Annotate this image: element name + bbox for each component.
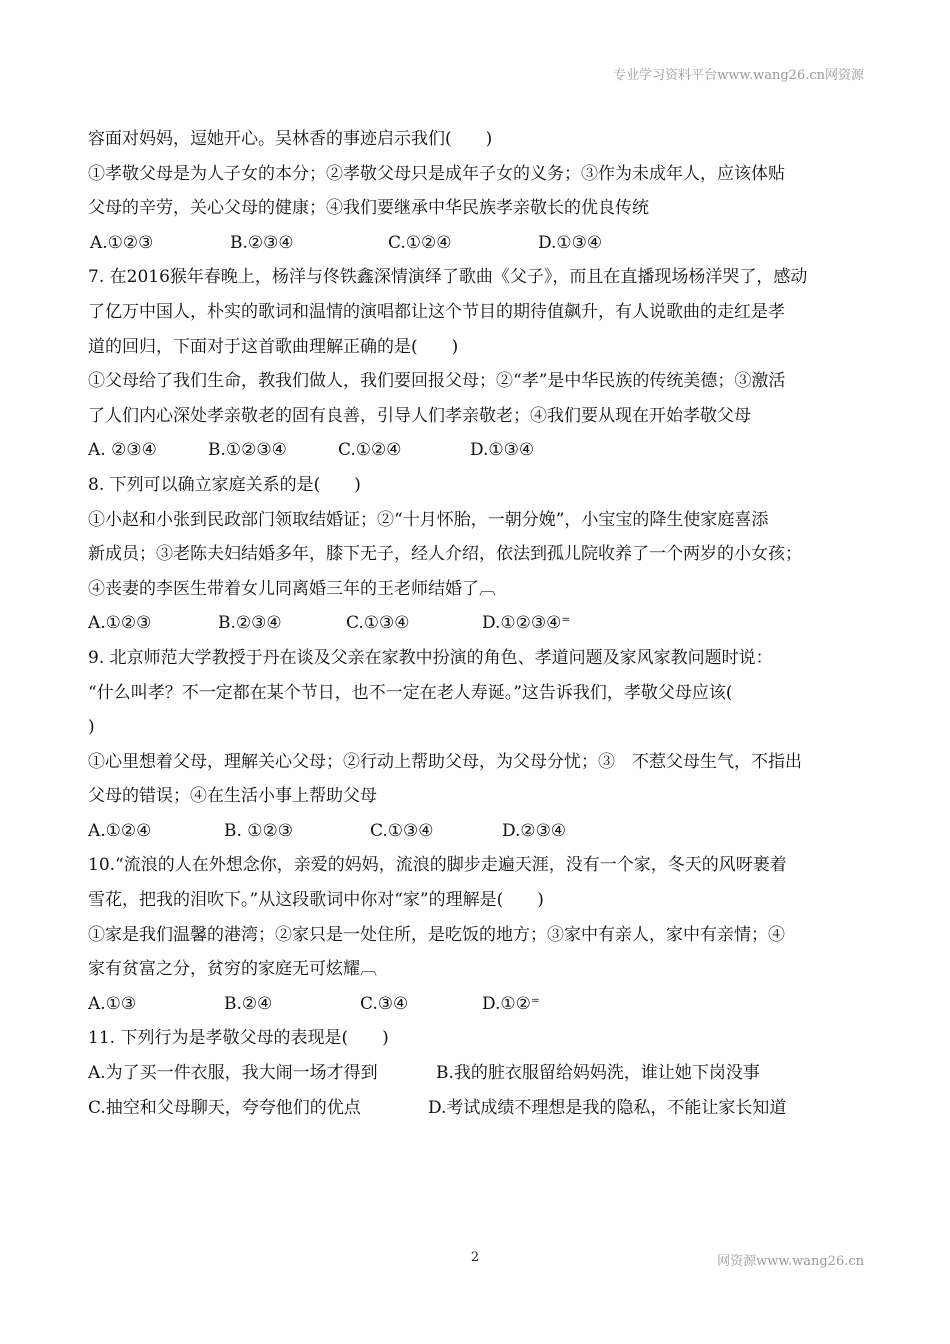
q8-statement-line-3: ④丧妻的李医生带着女儿同离婚三年的王老师结婚了︹	[88, 578, 496, 599]
q9-line-2: “什么叫孝？不一定都在某个节日，也不一定在老人寿诞。”这告诉我们，孝敬父母应该(	[88, 682, 733, 703]
q7-option-c: C.①②④	[338, 440, 402, 461]
q11-option-d: D.考试成绩不理想是我的隐私，不能让家长知道	[428, 1097, 787, 1118]
q10-option-c: C.③④	[360, 993, 409, 1014]
question-content	[88, 122, 868, 1125]
q6-statement-line-2: 父母的辛劳，关心父母的健康；④我们要继承中华民族孝亲敬长的优良传统	[88, 198, 649, 219]
q6-options	[88, 226, 868, 261]
q8-option-c: C.①③④	[346, 613, 410, 634]
q6-option-b: B.②③④	[230, 232, 294, 253]
q6-option-c: C.①②④	[388, 232, 452, 253]
q8-statement-line-1: ①小赵和小张到民政部门领取结婚证；②“十月怀胎，一朝分娩”，小宝宝的降生使家庭喜添	[88, 509, 769, 530]
q7-statement-line-1: ①父母给了我们生命，教我们做人，我们要回报父母；②“孝”是中华民族的传统美德；③激活	[88, 371, 786, 392]
q6-option-a: A.①②③	[90, 232, 154, 253]
q11-option-a: A.为了买一件衣服，我大闹一场才得到	[88, 1063, 378, 1084]
q10-line-2: 雪花，把我的泪吹下。”从这段歌词中你对“家”的理解是( )	[88, 890, 544, 911]
q7-line-1: 7. 在2016猴年春晚上，杨洋与佟铁鑫深情演绎了歌曲《父子》，而且在直播现场杨洋哭了，感动	[88, 267, 808, 288]
q9-option-d: D.②③④	[502, 820, 567, 841]
page-number: 2	[470, 1250, 480, 1265]
q7-options	[88, 433, 868, 468]
q7-option-d: D.①③④	[470, 440, 535, 461]
q6-option-d: D.①③④	[538, 232, 603, 253]
q7-line-3: 道的回归，下面对于这首歌曲理解正确的是( )	[88, 336, 459, 357]
q9-line-1: 9. 北京师范大学教授于丹在谈及父亲在家教中扮演的角色、孝道问题及家风家教问题时说：	[88, 647, 773, 668]
q11-option-c: C.抽空和父母聊天，夸夸他们的优点	[88, 1097, 361, 1118]
q11-options-row-1	[88, 1056, 868, 1091]
q10-line-1: 10.“流浪的人在外想念你，亲爱的妈妈，流浪的脚步走遍天涯，没有一个家，冬天的风呀裹着	[88, 855, 787, 876]
q7-option-b: B.①②③④	[208, 440, 287, 461]
q8-option-b: B.②③④	[218, 613, 282, 634]
q10-statement-line-2: 家有贫富之分，贫穷的家庭无可炫耀︹	[88, 959, 377, 980]
q8-option-a: A.①②③	[88, 613, 152, 634]
q11-line-1: 11. 下列行为是孝敬父母的表现是( )	[88, 1028, 389, 1049]
header-watermark: 专业学习资料平台www.wang26.cn网资源	[613, 68, 864, 83]
q10-statement-line-1: ①家是我们温馨的港湾；②家只是一处住所，是吃饭的地方；③家中有亲人，家中有亲情；④	[88, 924, 785, 945]
q9-option-a: A.①②④	[88, 820, 152, 841]
q10-option-b: B.②④	[224, 993, 273, 1014]
q8-options	[88, 606, 868, 641]
q11-option-b: B.我的脏衣服留给妈妈洗，谁让她下岗没事	[436, 1063, 760, 1084]
q9-option-c: C.①③④	[370, 820, 434, 841]
q10-option-a: A.①③	[88, 993, 137, 1014]
q8-line-1: 8. 下列可以确立家庭关系的是( )	[88, 474, 361, 495]
q10-options	[88, 987, 868, 1022]
q7-statement-line-2: 了人们内心深处孝亲敬老的固有良善，引导人们孝亲敬老；④我们要从现在开始孝敬父母	[88, 405, 751, 426]
q9-options	[88, 814, 868, 849]
q11-options-row-2	[88, 1091, 868, 1126]
q7-option-a: A. ②③④	[88, 440, 157, 461]
q9-option-b: B. ①②③	[224, 820, 294, 841]
q7-line-2: 了亿万中国人，朴实的歌词和温情的演唱都让这个节目的期待值飙升，有人说歌曲的走红是孝	[88, 301, 785, 322]
footer-watermark: 网资源www.wang26.cn	[717, 1254, 864, 1269]
q6-continuation: 容面对妈妈，逗她开心。吴林香的事迹启示我们( )	[88, 129, 493, 149]
q9-statement-line-2: 父母的错误；④在生活小事上帮助父母	[88, 786, 377, 807]
q6-statement-line-1: ①孝敬父母是为人子女的本分；②孝敬父母只是成年子女的义务；③作为未成年人，应该体贴	[88, 163, 785, 184]
q10-option-d: D.①②⁼	[482, 993, 540, 1014]
q8-option-d: D.①②③④⁼	[482, 613, 571, 634]
q9-line-3: )	[88, 717, 95, 738]
q9-statement-line-1: ①心里想着父母，理解关心父母；②行动上帮助父母，为父母分忧；③ 不惹父母生气，不指出	[88, 751, 802, 772]
q8-statement-line-2: 新成员；③老陈夫妇结婚多年，膝下无子，经人介绍，依法到孤儿院收养了一个两岁的小女孩；	[88, 544, 802, 565]
